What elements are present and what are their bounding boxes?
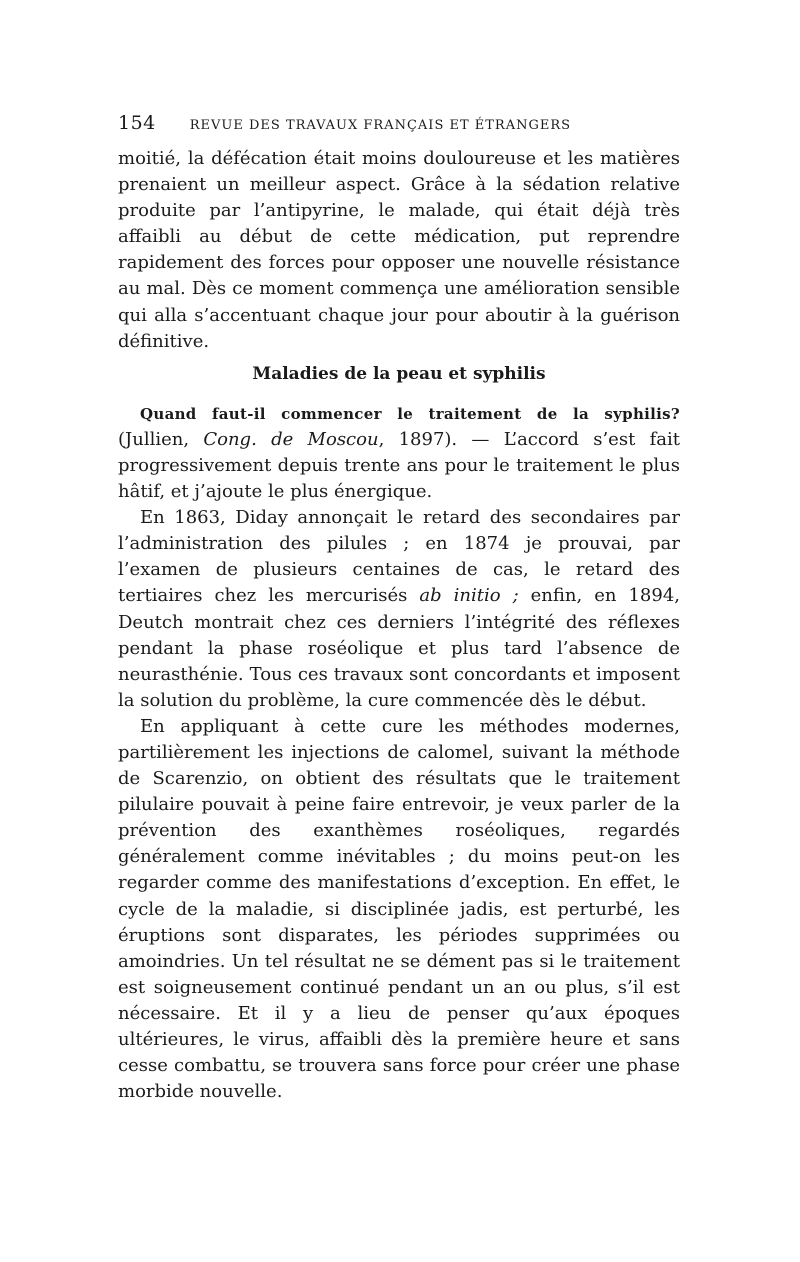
history-text-after: enfin, en 1894, Deutch montrait chez ces derniers l’intégrité des réflexes pendant la phase roséolique et plus tard l’absence de neurasthénie. Tous ces travaux sont concordants et imposent la solution du problème, la cure commencée dès le début. (118, 585, 680, 711)
journal-title: REVUE DES TRAVAUX FRANÇAIS ET ÉTRANGERS (189, 118, 572, 133)
history-paragraph (118, 505, 680, 714)
methods-paragraph: En appliquant à cette cure les méthodes modernes, partilièrement les injections de calomel, suivant la méthode de Scarenzio, on obtient des résultats que le traitement pilulaire pouvait à peine faire entrevoir, je veux parler de la prévention des exanthèmes roséoliques, regardés généralement comme inévitables ; du moins peut-on les regarder comme des manifestations d’exception. En effet, le cycle de la maladie, si disciplinée jadis, est perturbé, les éruptions sont disparates, les périodes supprimées ou amoindries. Un tel résultat ne se dément pas si le traitement est soigneusement continué pendant un an ou plus, s’il est nécessaire. Et il y a lieu de penser qu’aux époques ultérieures, le virus, affaibli dès la première heure et sans cesse combattu, se trouvera sans force pour créer une phase morbide nouvelle. (118, 715, 680, 1103)
page-number: 154 (118, 112, 156, 134)
page (118, 112, 680, 1105)
history-italic: ab initio ; (419, 585, 519, 607)
citation-open: (Jullien, (118, 428, 204, 450)
article-intro-paragraph (118, 401, 680, 505)
running-head (118, 112, 680, 142)
section-heading: Maladies de la peau et syphilis (252, 363, 546, 384)
continuation-paragraph: moitié, la défécation était moins douloureuse et les matières prenaient un meilleur aspect. Grâce à la sédation relative produite par l’antipyrine, le malade, qui était déjà très affaibli au début de cette médication, put reprendre rapidement des forces pour opposer une nouvelle résistance au mal. Dès ce moment commença une amélioration sensible qui alla s’accentuant chaque jour pour aboutir à la guérison définitive. (118, 148, 680, 352)
history-text-before: En 1863, Diday annonçait le retard des secondaires par l’administration des pilules ; en 1874 je prouvai, par l’examen de plusieurs centaines de cas, le retard des tertiaires chez les mercurisés (118, 507, 680, 607)
article-title: Quand faut-il commencer le traitement de la syphilis? (140, 404, 680, 423)
citation-journal: Cong. de Moscou (203, 428, 379, 450)
citation-close: , 1897). — L’accord s’est fait progressivement depuis trente ans pour le traitement le plus hâtif, et j’ajoute le plus énergique. (118, 428, 680, 503)
